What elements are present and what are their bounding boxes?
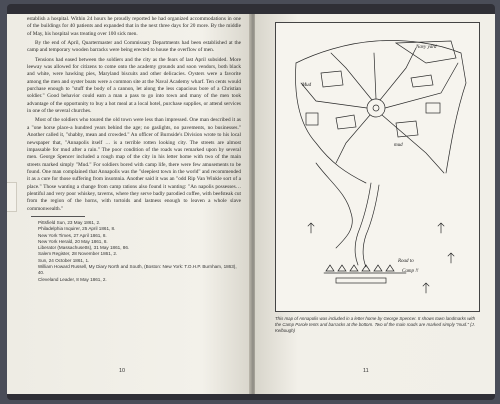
- label-road-to: Road to: [398, 259, 414, 264]
- label-navy-yard: Navy yard: [416, 45, 437, 50]
- footnote-text: Salem Register, 28 November 1861, 2.: [38, 251, 118, 257]
- label-mud-2: mud: [394, 143, 403, 148]
- footnote-rule: [31, 216, 85, 217]
- open-book: [7, 4, 495, 400]
- footnote-text: William Howard Russell, My Diary North and South, (Boston: New York: T.O.H.P. Burnham, 1863), 40.: [37, 264, 237, 276]
- footnote-item: [27, 277, 241, 283]
- state-circle: [367, 99, 385, 117]
- paragraph-4: Most of the soldiers who toured the old town were less than impressed. One man described it as a "one horse place-a hundred years behind the age; no gaslights, no pavements, no businesses." Another called it, "shabby, mean and crowded." An officer of Burnside's Division wrote to his local newspaper that, "Annapolis itself … is a terrible rotten looking city. The streets are almost impassable for mud after a rain." The poor condition of the roads was remarked upon by several men. George Spencer included a rough map of the city in his letter home with two of the main streets marked simply "Mud." For soldiers bored with camp life, there were few amusements to be found. One man complained that Annapolis was the "sleepiest town in the world" and recommended it as a cure for those suffering from insomnia. Another said it was an "odd Rip Van Winkle sort of a place." Those wanting a change from camp rations also found it wanting: "An napolis possesses… plentiful and very poor whiskey, taverns, where they serve badly parodied coffee, with beefsteak cut from the region of the horns, with tortoids and lastness enough to leaven a whole slave commonwealth.": [27, 117, 241, 212]
- label-mud-1: Mud: [302, 83, 312, 88]
- footnote-text: Liberator (Massachusetts), 31 May 1861, 86.: [38, 245, 130, 251]
- hand-drawn-map: [275, 22, 480, 312]
- footnote-item: [27, 264, 241, 277]
- footnote-text: Cleveland Leader, 8 May 1861, 2.: [38, 276, 107, 282]
- paragraph-3: Tensions had eased between the soldiers and the city as the fears of last April subsided. More leeway was allowed for citizens to come onto the academy grounds and soon vendors, both black and white, were hawking pies, Maryland biscuits and other delicacies. Oysters were a favorite among the men and oyster boats were a common site at the Naval Academy wharf. Ten cents would purchase enough to "stuff the body of a cannon, let along the less capacious bore of a Christian soldier." Good behavior could earn a man a pass to go into town and many of the men took advantage of the opportunity to buy a hot meal at a local hotel, purchase supplies, or attend services in one of the several churches.: [27, 56, 241, 115]
- left-page: [7, 14, 251, 394]
- page-flap: [7, 182, 17, 212]
- page-number-right: 11: [363, 368, 369, 374]
- footnote-text: New York Herald, 20 May 1861, 8.: [38, 238, 108, 244]
- paragraph-2: By the end of April, Quartermaster and Commissary Departments had been established at the camp and temporary wooden barracks were being erected to house the overflow of men.: [27, 40, 241, 54]
- footnote-text: Sun, 24 October 1861, 1.: [38, 257, 90, 263]
- footnote-text: Pittsfield Sun, 23 May 1861, 2.: [38, 219, 101, 225]
- map-sketch: [276, 23, 479, 311]
- page-number-left: 10: [119, 368, 126, 374]
- paragraph-1: establish a hospital. Within 24 hours he proudly reported he had organized accommodations in one of the buildings for 40 patients and expanded that in the next three days for 20 more. By the middle of May, his hospital was treating over 100 sick men.: [27, 16, 241, 37]
- footnotes: [27, 220, 241, 283]
- right-page: [255, 14, 495, 394]
- label-camp: Camp !!: [402, 269, 419, 274]
- footnote-text: New York Times, 27 April 1861, 8.: [38, 232, 107, 238]
- map-caption: This map of Annapolis was included in a letter home by George Spencer. It shows town landmarks with the Camp Parole tents and barracks at the bottom. Two of the main roads are marked simply "mud." (J. Kelbough): [275, 316, 476, 333]
- footnote-text: Philadelphia Inquirer, 25 April 1861, 8.: [38, 226, 116, 232]
